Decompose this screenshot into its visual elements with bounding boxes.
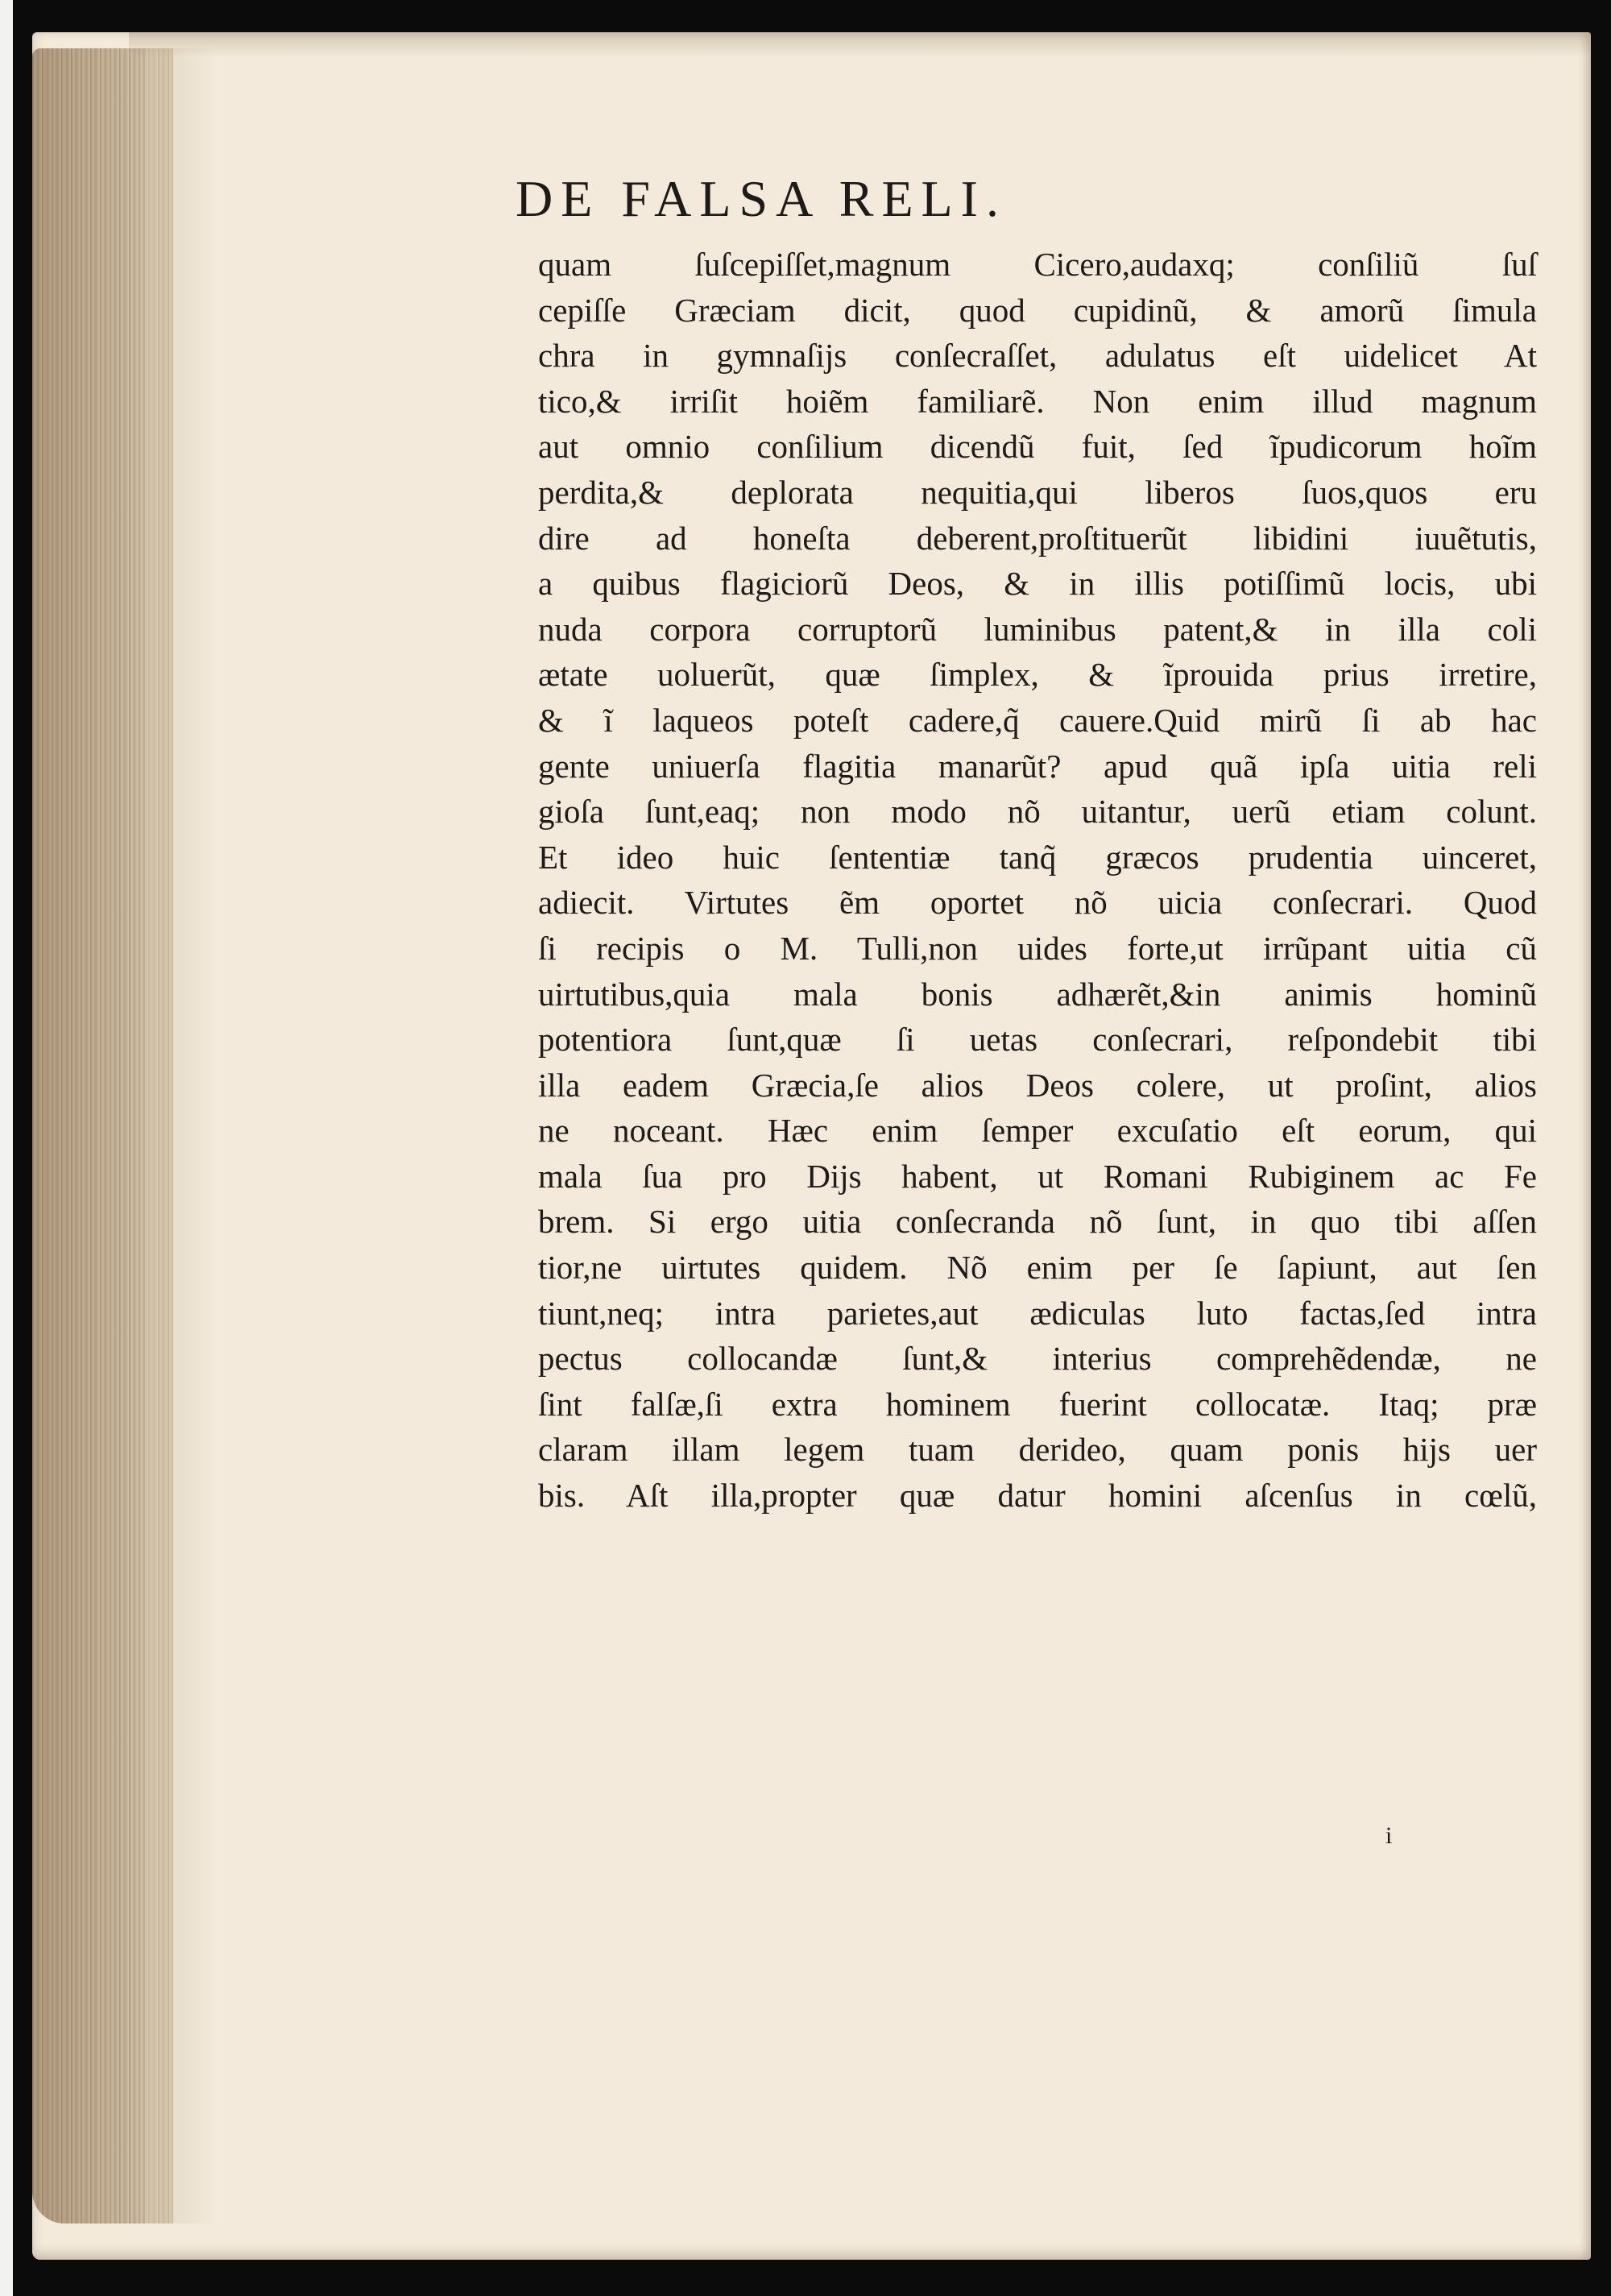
running-head: DE FALSA RELI.: [516, 170, 1007, 227]
text-line: chra in gymnaſijs conſecraſſet, adulatus eſt uidelicet At: [538, 337, 1537, 375]
text-line: tiunt,neq; intra parietes,aut ædiculas luto factas,ſed intra: [538, 1294, 1537, 1332]
text-line: ne noceant. Hæc enim ſemper excuſatio eſt eorum, qui: [538, 1112, 1537, 1150]
text-line: gente uniuerſa flagitia manarũt? apud quã ipſa uitia reli: [538, 747, 1537, 785]
text-line: nuda corpora corruptorũ luminibus patent,& in illa coli: [538, 610, 1537, 648]
scan-border-strip: [0, 0, 13, 2296]
text-line: perdita,& deplorata nequitia,qui liberos ſuos,quos eru: [538, 473, 1537, 511]
text-line: potentiora ſunt,quæ ſi uetas conſecrari, reſpondebit tibi: [538, 1021, 1537, 1059]
text-line: claram illam legem tuam derideo, quam ponis hijs uer: [538, 1431, 1537, 1469]
text-line: ſint falſæ,ſi extra hominem fuerint collocatæ. Itaq; præ: [538, 1385, 1537, 1423]
signature-mark: i: [1385, 1822, 1393, 1849]
text-line: dire ad honeſta deberent,proſtituerũt libidini iuuẽtutis,: [538, 519, 1537, 557]
page-edge-fade: [145, 48, 217, 2223]
text-line: ætate uoluerũt, quæ ſimplex, & ĩprouida prius irretire,: [538, 656, 1537, 694]
text-line: gioſa ſunt,eaq; non modo nõ uitantur, uerũ etiam colunt.: [538, 793, 1537, 831]
text-line: tico,& irriſit hoiẽm familiarẽ. Non enim illud magnum: [538, 382, 1537, 420]
text-line: tior,ne uirtutes quidem. Nõ enim per ſe ſapiunt, aut ſen: [538, 1249, 1537, 1287]
text-line: & ĩ laqueos poteſt cadere,q̃ cauere.Quid mirũ ſi ab hac: [538, 701, 1537, 739]
text-line: quam ſuſcepiſſet,magnum Cicero,audaxq; conſiliũ ſuſ: [538, 246, 1537, 283]
text-line: cepiſſe Græciam dicit, quod cupidinũ, & amorũ ſimula: [538, 291, 1537, 329]
text-line: a quibus flagiciorũ Deos, & in illis potiſſimũ locis, ubi: [538, 565, 1537, 603]
text-line: brem. Si ergo uitia conſecranda nõ ſunt, in quo tibi aſſen: [538, 1203, 1537, 1241]
text-line: uirtutibus,quia mala bonis adhærẽt,&in animis hominũ: [538, 975, 1537, 1013]
page-top-edge: [129, 32, 1591, 56]
text-line: pectus collocandæ ſunt,& interius comprehẽdendæ, ne: [538, 1340, 1537, 1378]
text-line: illa eadem Græcia,ſe alios Deos colere, ut proſint, alios: [538, 1066, 1537, 1104]
text-line: aut omnio conſilium dicendũ fuit, ſed ĩpudicorum hoĩm: [538, 428, 1537, 466]
text-line: adiecit. Virtutes ẽm oportet nõ uicia conſecrari. Quod: [538, 884, 1537, 922]
text-line: mala ſua pro Dijs habent, ut Romani Rubiginem ac Fe: [538, 1157, 1537, 1195]
text-line: bis. Aſt illa,propter quæ datur homini aſcenſus in cœlũ,: [538, 1477, 1537, 1515]
text-line: ſi recipis o M. Tulli,non uides forte,ut irrũpant uitia cũ: [538, 929, 1537, 967]
text-line: Et ideo huic ſententiæ tanq̃ græcos prudentia uinceret,: [538, 838, 1537, 876]
text-block: [538, 242, 1537, 1519]
